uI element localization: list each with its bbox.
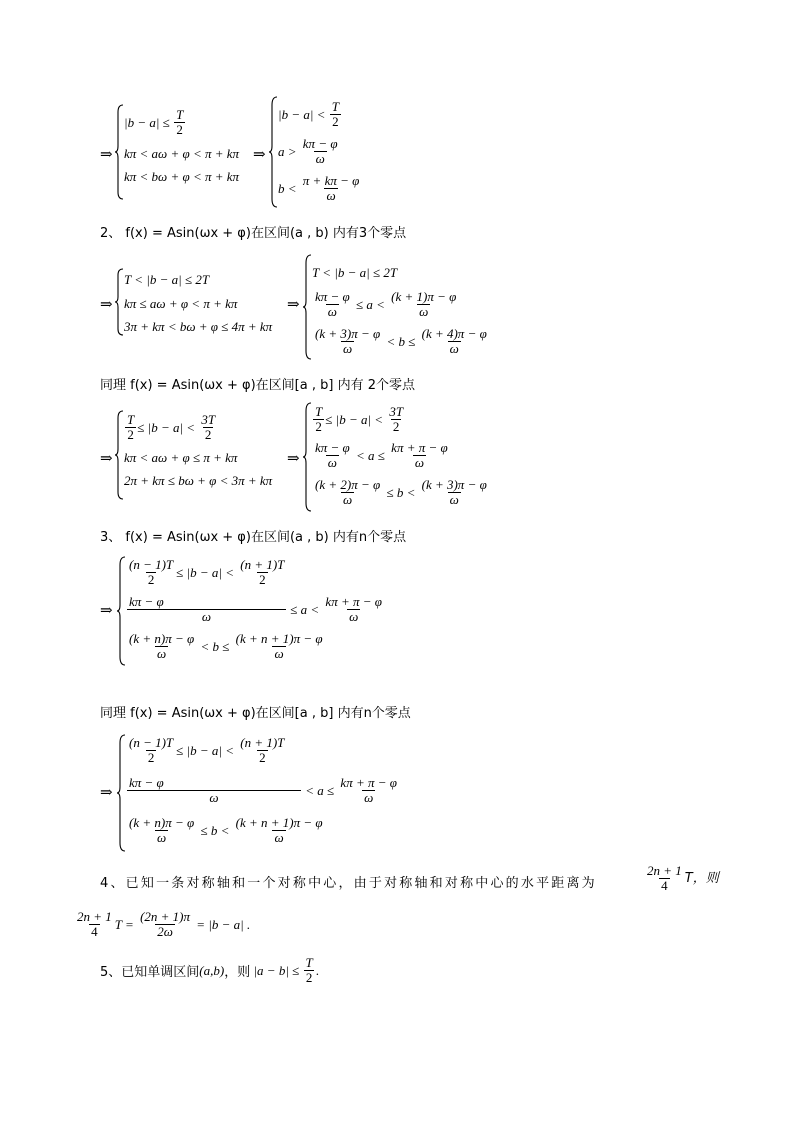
condition-row: $\frac{(n - 1)T}{2}$ ≤ |b − a| < $\frac{(n + 1)T}{2}$ xyxy=(129,735,285,765)
condition-row: |b − a| < $\frac{T}{2}$ xyxy=(278,99,339,129)
condition-row: 2π + kπ ≤ bω + φ < 3π + kπ xyxy=(124,473,273,488)
condition-row: $\frac{k\pi - \varphi}{\omega}$ ≤ a < $\frac{k\pi + \pi - \varphi}{\omega}$ xyxy=(129,594,382,624)
item4-equation: $\frac{2n + 1}{4}$ T = $\frac{(2n + 1)\pi}{2\omega}$ = |b − a| . xyxy=(77,909,251,939)
left-brace xyxy=(114,268,124,336)
left-brace xyxy=(116,734,126,852)
condition-row: $\frac{(k + n)\pi - \varphi}{\omega}$ < b ≤ $\frac{(k + n + 1)\pi - \varphi}{\omega}$ xyxy=(129,631,323,661)
section-subheading: 同理 f(x) = Asin(ωx + φ)在区间[a , b] 内有n个零点 xyxy=(100,706,411,721)
left-brace xyxy=(268,96,278,208)
condition-row: kπ < aω + φ < π + kπ xyxy=(124,146,240,161)
left-brace xyxy=(114,410,124,500)
section-subheading: 同理 f(x) = Asin(ωx + φ)在区间[a , b] 内有 2个零点 xyxy=(100,378,415,393)
left-brace xyxy=(302,402,312,512)
item4-after: T，则 xyxy=(684,870,719,886)
condition-row: |b − a| ≤ $\frac{T}{2}$ xyxy=(124,107,184,137)
condition-row: $\frac{k\pi - \varphi}{\omega}$ < a ≤ $\frac{k\pi + \pi - \varphi}{\omega}$ xyxy=(315,440,448,470)
condition-row: $\frac{k\pi - \varphi}{\omega}$ ≤ a < $\frac{(k + 1)\pi - \varphi}{\omega}$ xyxy=(315,289,457,319)
condition-row: $\frac{(k + 3)\pi - \varphi}{\omega}$ < b ≤ $\frac{(k + 4)\pi - \varphi}{\omega}$ xyxy=(315,326,487,356)
condition-row: b < $\frac{\pi + k\pi - \varphi}{\omega}$ xyxy=(278,173,360,203)
section-heading: 3、 f(x) = Asin(ωx + φ)在区间(a , b) 内有n个零点 xyxy=(100,530,407,545)
condition-row: $\frac{T}{2}$ ≤ |b − a| < $\frac{3T}{2}$ xyxy=(315,404,404,434)
implies-symbol: ⇒ xyxy=(100,783,113,801)
condition-row: T < |b − a| ≤ 2T xyxy=(312,265,398,280)
left-brace xyxy=(116,556,126,666)
implies-symbol: ⇒ xyxy=(253,145,266,163)
left-brace xyxy=(114,104,124,200)
condition-row: 3π + kπ < bω + φ ≤ 4π + kπ xyxy=(124,319,273,334)
implies-symbol: ⇒ xyxy=(100,449,113,467)
condition-row: $\frac{k\pi - \varphi}{\omega}$ < a ≤ $\frac{k\pi + \pi - \varphi}{\omega}$ xyxy=(129,775,397,805)
condition-row: a > $\frac{k\pi - \varphi}{\omega}$ xyxy=(278,136,338,166)
condition-row: kπ < bω + φ < π + kπ xyxy=(124,169,240,184)
implies-symbol: ⇒ xyxy=(287,295,300,313)
left-brace xyxy=(302,254,312,360)
section-heading: 2、 f(x) = Asin(ωx + φ)在区间(a , b) 内有3个零点 xyxy=(100,226,407,241)
implies-symbol: ⇒ xyxy=(100,601,113,619)
condition-row: $\frac{(n - 1)T}{2}$ ≤ |b − a| < $\frac{(n + 1)T}{2}$ xyxy=(129,557,285,587)
implies-symbol: ⇒ xyxy=(287,449,300,467)
condition-row: $\frac{T}{2}$ ≤ |b − a| < $\frac{3T}{2}$ xyxy=(127,412,216,442)
item4-fraction xyxy=(644,864,719,892)
implies-symbol: ⇒ xyxy=(100,145,113,163)
frac-numerator: 2n + 1 xyxy=(647,863,682,878)
condition-row: kπ < aω + φ ≤ π + kπ xyxy=(124,450,238,465)
item4-text: 4、已知一条对称轴和一个对称中心，由于对称轴和对称中心的水平距离为 xyxy=(100,876,597,891)
condition-row: kπ ≤ aω + φ < π + kπ xyxy=(124,296,238,311)
condition-row: T < |b − a| ≤ 2T xyxy=(124,272,210,287)
item5-text: 5、已知单调区间 (a,b) ，则 |a − b| ≤ $\frac{T}{2}$ . xyxy=(100,955,320,985)
condition-row: $\frac{(k + 2)\pi - \varphi}{\omega}$ ≤ b < $\frac{(k + 3)\pi - \varphi}{\omega}$ xyxy=(315,477,487,507)
condition-row: $\frac{(k + n)\pi - \varphi}{\omega}$ ≤ b < $\frac{(k + n + 1)\pi - \varphi}{\omega}$ xyxy=(129,815,323,845)
implies-symbol: ⇒ xyxy=(100,295,113,313)
frac-denominator: 4 xyxy=(661,877,668,893)
